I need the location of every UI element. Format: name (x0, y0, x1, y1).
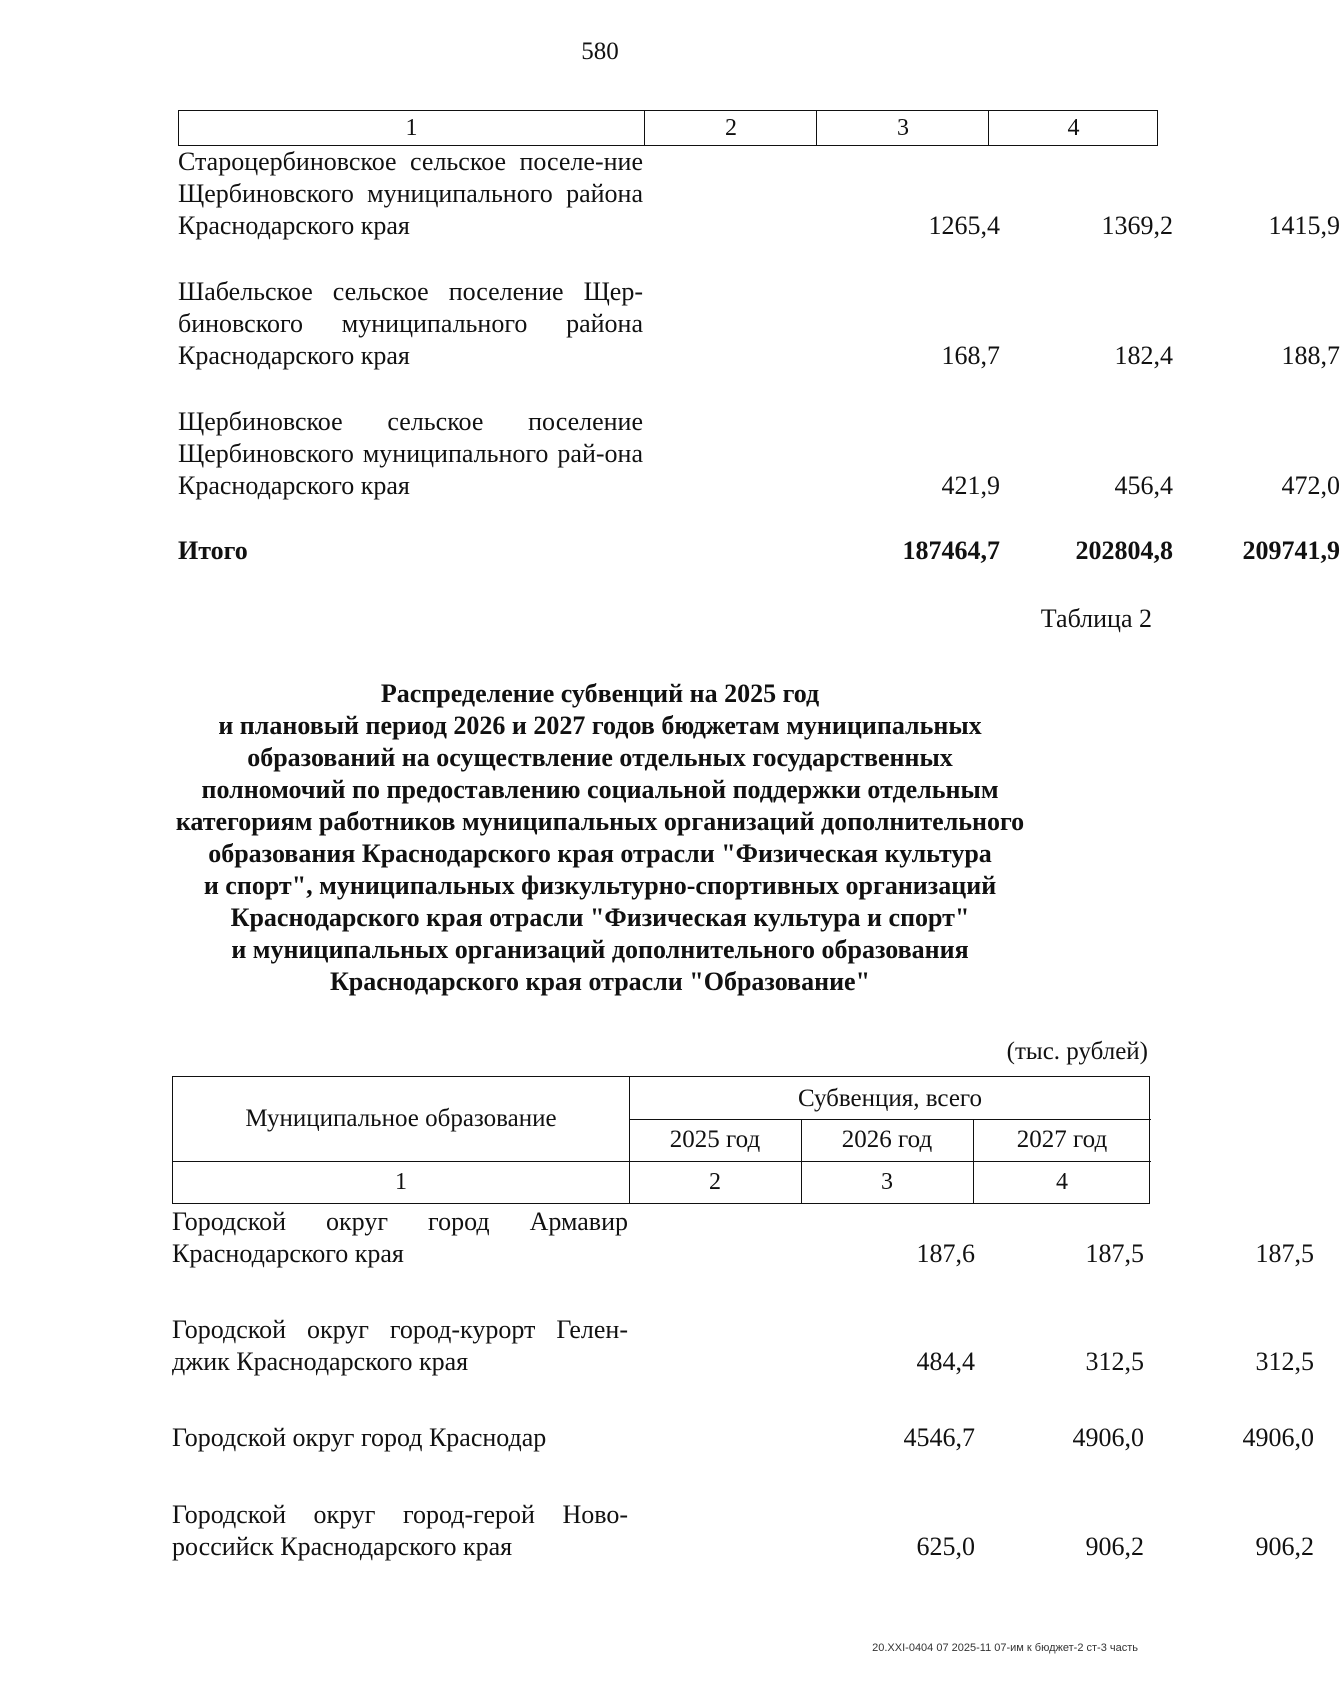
value-2025: 421,9 (941, 471, 1000, 500)
value-2026: 187,5 (1085, 1239, 1144, 1268)
value-2027: 472,0 (1281, 471, 1340, 500)
header-col-3: 3 (816, 111, 989, 145)
value-2027: 187,5 (1255, 1239, 1314, 1268)
value-2027: 1415,9 (1268, 211, 1340, 240)
row-name: Щербиновское сельское поселение Щербиновского муниципального рай-она Краснодарского края (178, 407, 643, 500)
title-line: полномочий по предоставлению социальной поддержки отдельным (201, 775, 999, 804)
table-row (178, 146, 1340, 246)
value-2026: 4906,0 (1072, 1423, 1144, 1452)
municipality-header: Муниципальное образование (245, 1105, 557, 1132)
year-2025-header: 2025 год (669, 1126, 761, 1153)
table-row (172, 1314, 1314, 1384)
row-name: Городской округ город Краснодар (172, 1423, 547, 1452)
value-2025: 1265,4 (928, 211, 1000, 240)
value-2027: 312,5 (1255, 1347, 1314, 1376)
row-name: Шабельское сельское поселение Щер-биновского муниципального района Краснодарского края (178, 277, 643, 370)
title-line: образований на осуществление отдельных государственных (247, 743, 953, 772)
value-2026: 456,4 (1114, 471, 1173, 500)
value-2025: 625,0 (916, 1532, 975, 1561)
total-2025: 187464,7 (902, 536, 1000, 565)
value-2026: 182,4 (1114, 341, 1173, 370)
title-line: и спорт", муниципальных физкультурно-спортивных организаций (203, 871, 997, 900)
col-number-3: 3 (881, 1169, 893, 1195)
subvention-table (172, 1076, 1314, 1561)
title-line: образования Краснодарского края отрасли "Физическая культура (208, 839, 992, 868)
page-number: 580 (581, 38, 619, 65)
title-line: и муниципальных организаций дополнительного образования (231, 935, 969, 964)
document-title (120, 678, 1080, 998)
title-line: Распределение субвенций на 2025 год (380, 679, 820, 708)
title-line: категориям работников муниципальных организаций дополнительного (175, 807, 1025, 836)
row-name: Городской округ город Армавир Краснодарского края (172, 1207, 628, 1268)
col-number-1: 1 (395, 1169, 407, 1195)
year-2027-header: 2027 год (1016, 1126, 1108, 1153)
value-2025: 484,4 (916, 1347, 975, 1376)
table-continuation (178, 110, 1340, 565)
table-row (172, 1499, 1314, 1569)
title-line: Краснодарского края отрасли "Образование" (329, 967, 871, 996)
value-2025: 187,6 (916, 1239, 975, 1268)
value-2026: 1369,2 (1101, 211, 1173, 240)
table-row (172, 1422, 1314, 1458)
title-line: Краснодарского края отрасли "Физическая культура и спорт" (230, 903, 970, 932)
value-2027: 4906,0 (1242, 1423, 1314, 1452)
year-2026-header: 2026 год (841, 1126, 933, 1153)
header-col-2: 2 (644, 111, 817, 145)
total-row (178, 535, 1340, 569)
col-number-4: 4 (1056, 1169, 1068, 1195)
table-header (172, 1076, 1150, 1204)
row-name: Городской округ город-герой Ново-российск Краснодарского края (172, 1500, 628, 1561)
header-col-4: 4 (988, 111, 1158, 145)
value-2025: 168,7 (941, 341, 1000, 370)
table-header (178, 110, 1158, 146)
value-2027: 188,7 (1281, 341, 1340, 370)
value-2027: 906,2 (1255, 1532, 1314, 1561)
total-2027: 209741,9 (1242, 536, 1340, 565)
table-label: Таблица 2 (1040, 604, 1152, 633)
total-label: Итого (178, 536, 248, 565)
value-2025: 4546,7 (903, 1423, 975, 1452)
table-row (178, 406, 1340, 506)
unit-label: (тыс. рублей) (1006, 1038, 1148, 1065)
col-number-2: 2 (709, 1169, 721, 1195)
header-col-1: 1 (405, 115, 418, 141)
total-2026: 202804,8 (1075, 536, 1173, 565)
value-2026: 312,5 (1085, 1347, 1144, 1376)
title-line: и плановый период 2026 и 2027 годов бюджетам муниципальных (218, 711, 982, 740)
row-name: Староцербиновское сельское поселе-ние Щербиновского муниципального района Краснодарского края (178, 147, 643, 240)
row-name: Городской округ город-курорт Гелен-джик Краснодарского края (172, 1315, 628, 1376)
subvention-header: Субвенция, всего (797, 1085, 983, 1112)
table-row (178, 276, 1340, 376)
table-row (172, 1206, 1314, 1276)
value-2026: 906,2 (1085, 1532, 1144, 1561)
footer-note: 20.XXI-0404 07 2025-11 07-им к бюджет-2 ст-3 часть (872, 1642, 1138, 1654)
